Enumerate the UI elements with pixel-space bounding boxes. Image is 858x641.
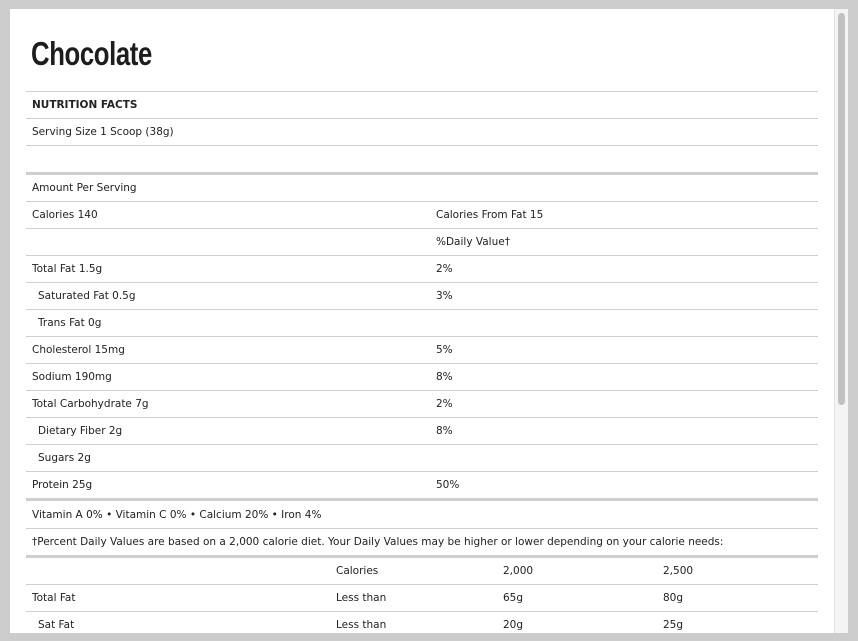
daily-value-header: %Daily Value† xyxy=(436,236,510,248)
nutrient-label: Cholesterol 15mg xyxy=(32,344,125,356)
dv-cell: Total Fat xyxy=(32,592,76,604)
nutrient-row xyxy=(26,336,818,363)
footnote: †Percent Daily Values are based on a 2,000 calorie diet. Your Daily Values may be higher or lower depending on your calorie needs: xyxy=(32,536,724,548)
nutrient-label: Total Carbohydrate 7g xyxy=(32,398,149,410)
dv-cell: 25g xyxy=(663,619,684,631)
dv-table-row xyxy=(26,584,818,611)
nutrient-row xyxy=(26,444,818,471)
nutrient-label: Total Fat 1.5g xyxy=(32,263,103,275)
nutrient-label: Trans Fat 0g xyxy=(38,317,102,329)
dv-header-cell: 2,500 xyxy=(663,565,694,577)
content-panel xyxy=(10,9,848,633)
dv-header-cell: Calories xyxy=(336,565,379,577)
dv-header-cell: 2,000 xyxy=(503,565,534,577)
scrollbar-thumb[interactable] xyxy=(838,13,845,405)
dv-table-row xyxy=(26,611,818,633)
nutrient-row xyxy=(26,255,818,282)
amount-per-serving: Amount Per Serving xyxy=(32,182,137,194)
nutrient-row xyxy=(26,363,818,390)
nutrient-row xyxy=(26,417,818,444)
dv-cell: Sat Fat xyxy=(38,619,75,631)
nutrition-facts-table xyxy=(26,91,818,633)
dv-cell: Less than xyxy=(336,619,387,631)
dv-cell: Less than xyxy=(336,592,387,604)
nutrient-row xyxy=(26,471,818,498)
nutrient-daily-value: 50% xyxy=(436,479,460,491)
scrollbar[interactable] xyxy=(834,9,848,633)
nutrient-label: Dietary Fiber 2g xyxy=(38,425,123,437)
dv-cell: 80g xyxy=(663,592,684,604)
nutrient-daily-value: 8% xyxy=(436,371,453,383)
nutrient-label: Saturated Fat 0.5g xyxy=(38,290,136,302)
dv-cell: 65g xyxy=(503,592,524,604)
calories-from-fat: Calories From Fat 15 xyxy=(436,209,544,221)
nutrient-daily-value: 3% xyxy=(436,290,453,302)
nutrition-facts-heading: NUTRITION FACTS xyxy=(32,99,138,111)
serving-size: Serving Size 1 Scoop (38g) xyxy=(32,126,174,138)
dv-cell: 20g xyxy=(503,619,524,631)
nutrient-row xyxy=(26,282,818,309)
vitamins: Vitamin A 0% • Vitamin C 0% • Calcium 20% • Iron 4% xyxy=(32,508,322,521)
nutrient-label: Protein 25g xyxy=(32,479,93,491)
nutrient-label: Sodium 190mg xyxy=(32,371,112,383)
calories: Calories 140 xyxy=(32,209,98,221)
nutrient-row xyxy=(26,390,818,417)
nutrient-daily-value: 8% xyxy=(436,425,453,437)
nutrient-daily-value: 2% xyxy=(436,263,453,275)
nutrient-daily-value: 5% xyxy=(436,344,453,356)
nutrient-row xyxy=(26,309,818,336)
nutrient-label: Sugars 2g xyxy=(38,452,91,464)
dv-table-header xyxy=(26,555,818,584)
nutrient-daily-value: 2% xyxy=(436,398,453,410)
page-title: Chocolate xyxy=(31,35,152,72)
